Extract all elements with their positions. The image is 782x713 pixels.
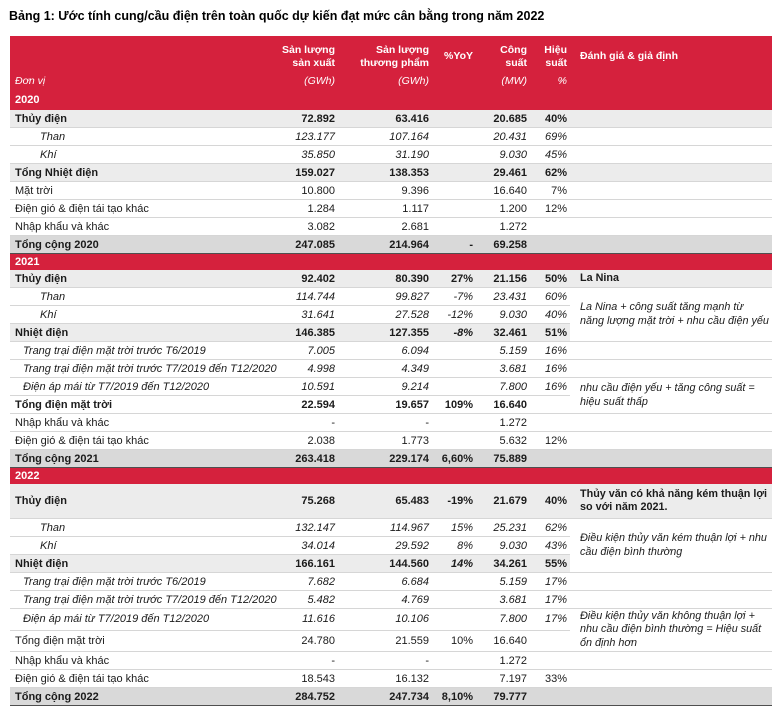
cell-label: Tổng Nhiệt điện [10, 164, 246, 182]
cell-efficiency: 40% [530, 484, 570, 519]
cell-efficiency [530, 396, 570, 414]
cell-yoy [432, 670, 476, 688]
cell-capacity: 29.461 [476, 164, 530, 182]
table-row [10, 573, 772, 591]
cell-capacity: 79.777 [476, 688, 530, 706]
cell-production: - [246, 414, 338, 432]
table-row [10, 342, 772, 360]
cell-yoy [432, 432, 476, 450]
column-unit: % [530, 74, 570, 91]
year-band-label: 2021 [10, 254, 772, 271]
cell-efficiency [530, 450, 570, 468]
cell-efficiency [530, 414, 570, 432]
cell-efficiency: 12% [530, 432, 570, 450]
table-row [10, 432, 772, 450]
table-row [10, 378, 772, 396]
cell-note [570, 652, 772, 670]
cell-capacity: 7.800 [476, 378, 530, 396]
cell-yoy [432, 573, 476, 591]
cell-efficiency: 33% [530, 670, 570, 688]
cell-note [570, 591, 772, 609]
table-body [10, 110, 772, 706]
cell-production: 123.177 [246, 128, 338, 146]
column-header-line: Đánh giá & giả định [580, 50, 679, 63]
cell-capacity: 23.431 [476, 288, 530, 306]
cell-production: 34.014 [246, 537, 338, 555]
year-label: 2020 [10, 91, 772, 110]
table-row [10, 360, 772, 378]
cell-yoy: -7% [432, 288, 476, 306]
cell-capacity: 16.640 [476, 396, 530, 414]
cell-commercial: 19.657 [338, 396, 432, 414]
cell-commercial: 9.396 [338, 182, 432, 200]
cell-note: Điều kiện thủy văn không thuận lợi + nhu cầu điện bình thường = Hiệu suất ổn định hơn [570, 609, 772, 652]
cell-commercial: 6.094 [338, 342, 432, 360]
cell-production: 72.892 [246, 110, 338, 128]
cell-production: 3.082 [246, 218, 338, 236]
column-header [476, 36, 530, 74]
column-header-line: Sản lượng [376, 43, 429, 56]
cell-production: 5.482 [246, 591, 338, 609]
cell-yoy: 14% [432, 555, 476, 573]
cell-note: La Nina + công suất tăng mạnh từ năng lượng mặt trời + nhu cầu điện yếu [570, 288, 772, 342]
cell-capacity: 9.030 [476, 537, 530, 555]
cell-yoy [432, 652, 476, 670]
cell-commercial: 21.559 [338, 630, 432, 652]
cell-yoy [432, 414, 476, 432]
table-header [10, 36, 772, 110]
cell-yoy [432, 200, 476, 218]
cell-production: 35.850 [246, 146, 338, 164]
column-header [570, 36, 772, 74]
cell-production: 31.641 [246, 306, 338, 324]
cell-commercial: - [338, 414, 432, 432]
cell-efficiency: 12% [530, 200, 570, 218]
cell-commercial: 65.483 [338, 484, 432, 519]
cell-commercial: 6.684 [338, 573, 432, 591]
cell-production: 159.027 [246, 164, 338, 182]
cell-label: Nhập khẩu và khác [10, 652, 246, 670]
cell-label: Điện áp mái từ T7/2019 đến T12/2020 [10, 609, 246, 631]
cell-commercial: 4.769 [338, 591, 432, 609]
cell-yoy [432, 164, 476, 182]
cell-efficiency: 45% [530, 146, 570, 164]
cell-capacity: 1.200 [476, 200, 530, 218]
cell-note: Thủy văn có khả năng kém thuận lợi so với năm 2021. [570, 484, 772, 519]
table-row [10, 146, 772, 164]
cell-commercial: 27.528 [338, 306, 432, 324]
cell-yoy [432, 218, 476, 236]
cell-commercial: 138.353 [338, 164, 432, 182]
table-row [10, 164, 772, 182]
cell-capacity: 9.030 [476, 146, 530, 164]
year-band-row [10, 254, 772, 271]
cell-note: La Nina [570, 270, 772, 288]
cell-note [570, 236, 772, 254]
cell-efficiency [530, 630, 570, 652]
cell-efficiency: 51% [530, 324, 570, 342]
cell-efficiency [530, 652, 570, 670]
cell-yoy: -19% [432, 484, 476, 519]
cell-yoy: - [432, 236, 476, 254]
header-units-row [10, 74, 772, 91]
cell-capacity: 7.800 [476, 609, 530, 631]
cell-efficiency [530, 218, 570, 236]
cell-capacity: 25.231 [476, 519, 530, 537]
cell-yoy [432, 609, 476, 631]
cell-production: 247.085 [246, 236, 338, 254]
cell-label: Khí [10, 306, 246, 324]
cell-capacity: 69.258 [476, 236, 530, 254]
cell-note [570, 688, 772, 706]
cell-commercial: 107.164 [338, 128, 432, 146]
column-header-line: Sản lượng [282, 43, 335, 56]
cell-label: Tổng cộng 2022 [10, 688, 246, 706]
cell-label: Thủy điện [10, 484, 246, 519]
cell-capacity: 3.681 [476, 360, 530, 378]
column-header [246, 36, 338, 74]
cell-label: Tổng cộng 2021 [10, 450, 246, 468]
cell-production: 146.385 [246, 324, 338, 342]
cell-label: Nhiệt điện [10, 555, 246, 573]
cell-production: 11.616 [246, 609, 338, 631]
cell-label: Khí [10, 537, 246, 555]
cell-label: Tổng điện mặt trời [10, 396, 246, 414]
cell-yoy [432, 378, 476, 396]
cell-efficiency: 40% [530, 110, 570, 128]
cell-note [570, 164, 772, 182]
cell-yoy: 10% [432, 630, 476, 652]
cell-production: - [246, 652, 338, 670]
cell-capacity: 3.681 [476, 591, 530, 609]
cell-capacity: 32.461 [476, 324, 530, 342]
cell-commercial: 2.681 [338, 218, 432, 236]
cell-efficiency: 55% [530, 555, 570, 573]
cell-label: Thủy điện [10, 270, 246, 288]
cell-efficiency: 69% [530, 128, 570, 146]
table-row [10, 200, 772, 218]
cell-note [570, 200, 772, 218]
cell-production: 24.780 [246, 630, 338, 652]
cell-note [570, 670, 772, 688]
cell-commercial: 9.214 [338, 378, 432, 396]
column-unit [570, 74, 772, 91]
column-unit: (GWh) [246, 74, 338, 91]
total-row [10, 450, 772, 468]
cell-label: Nhập khẩu và khác [10, 414, 246, 432]
cell-production: 166.161 [246, 555, 338, 573]
cell-capacity: 21.679 [476, 484, 530, 519]
cell-yoy: -12% [432, 306, 476, 324]
cell-production: 92.402 [246, 270, 338, 288]
column-header [530, 36, 570, 74]
column-header-spacer [10, 36, 246, 74]
cell-efficiency: 17% [530, 591, 570, 609]
cell-yoy: 6,60% [432, 450, 476, 468]
unit-label: Đơn vị [10, 74, 246, 91]
cell-note [570, 573, 772, 591]
cell-note [570, 414, 772, 432]
cell-yoy: -8% [432, 324, 476, 342]
cell-note [570, 128, 772, 146]
cell-yoy [432, 146, 476, 164]
cell-commercial: 114.967 [338, 519, 432, 537]
table-row [10, 484, 772, 519]
cell-note [570, 450, 772, 468]
cell-yoy [432, 182, 476, 200]
cell-commercial: 247.734 [338, 688, 432, 706]
supply-demand-table [10, 36, 772, 706]
cell-production: 22.594 [246, 396, 338, 414]
cell-label: Nhiệt điện [10, 324, 246, 342]
cell-yoy [432, 591, 476, 609]
cell-yoy: 15% [432, 519, 476, 537]
table-row [10, 652, 772, 670]
cell-capacity: 5.632 [476, 432, 530, 450]
cell-yoy: 109% [432, 396, 476, 414]
cell-note [570, 110, 772, 128]
cell-label: Trang trại điện mặt trời trước T6/2019 [10, 573, 246, 591]
cell-efficiency: 16% [530, 342, 570, 360]
cell-note: nhu cầu điện yếu + tăng công suất = hiệu suất thấp [570, 378, 772, 414]
cell-efficiency [530, 688, 570, 706]
cell-label: Than [10, 519, 246, 537]
cell-efficiency: 43% [530, 537, 570, 555]
cell-commercial: 10.106 [338, 609, 432, 631]
cell-commercial: 4.349 [338, 360, 432, 378]
cell-yoy [432, 128, 476, 146]
cell-note [570, 218, 772, 236]
cell-label: Khí [10, 146, 246, 164]
cell-note [570, 360, 772, 378]
cell-efficiency: 62% [530, 519, 570, 537]
cell-capacity: 16.640 [476, 182, 530, 200]
cell-capacity: 1.272 [476, 414, 530, 432]
column-unit: (MW) [476, 74, 530, 91]
cell-yoy: 8,10% [432, 688, 476, 706]
cell-commercial: 1.773 [338, 432, 432, 450]
table-row [10, 182, 772, 200]
cell-production: 132.147 [246, 519, 338, 537]
cell-capacity: 20.431 [476, 128, 530, 146]
cell-note [570, 182, 772, 200]
table-row [10, 591, 772, 609]
column-header-line: suất [505, 57, 527, 69]
cell-production: 7.682 [246, 573, 338, 591]
cell-note [570, 432, 772, 450]
cell-production: 1.284 [246, 200, 338, 218]
total-row [10, 236, 772, 254]
cell-capacity: 34.261 [476, 555, 530, 573]
cell-commercial: 31.190 [338, 146, 432, 164]
column-header-line: Hiệu [544, 43, 567, 56]
header-year-row [10, 91, 772, 110]
cell-production: 18.543 [246, 670, 338, 688]
table-row [10, 218, 772, 236]
cell-efficiency: 17% [530, 573, 570, 591]
cell-capacity: 5.159 [476, 573, 530, 591]
cell-commercial: 229.174 [338, 450, 432, 468]
column-header-line: sản xuất [292, 57, 335, 69]
table-row [10, 270, 772, 288]
header-names-row [10, 36, 772, 74]
table-row [10, 519, 772, 537]
cell-efficiency [530, 236, 570, 254]
cell-commercial: 16.132 [338, 670, 432, 688]
cell-label: Trang trại điện mặt trời trước T7/2019 đến T12/2020 [10, 360, 246, 378]
table-row [10, 609, 772, 631]
cell-label: Than [10, 128, 246, 146]
cell-efficiency: 16% [530, 378, 570, 396]
cell-production: 284.752 [246, 688, 338, 706]
cell-label: Mặt trời [10, 182, 246, 200]
cell-efficiency: 60% [530, 288, 570, 306]
column-header-line: Công [500, 43, 527, 56]
cell-commercial: - [338, 652, 432, 670]
cell-yoy [432, 110, 476, 128]
cell-capacity: 75.889 [476, 450, 530, 468]
cell-capacity: 1.272 [476, 652, 530, 670]
cell-efficiency: 16% [530, 360, 570, 378]
cell-label: Trang trại điện mặt trời trước T6/2019 [10, 342, 246, 360]
cell-capacity: 21.156 [476, 270, 530, 288]
column-header [432, 36, 476, 74]
cell-capacity: 20.685 [476, 110, 530, 128]
cell-production: 263.418 [246, 450, 338, 468]
cell-commercial: 127.355 [338, 324, 432, 342]
column-header-line: thương phẩm [360, 57, 429, 69]
cell-commercial: 1.117 [338, 200, 432, 218]
cell-label: Tổng cộng 2020 [10, 236, 246, 254]
column-header-line: %YoY [444, 50, 473, 63]
year-band-label: 2022 [10, 468, 772, 485]
cell-production: 2.038 [246, 432, 338, 450]
cell-commercial: 63.416 [338, 110, 432, 128]
cell-commercial: 214.964 [338, 236, 432, 254]
cell-yoy [432, 360, 476, 378]
cell-capacity: 1.272 [476, 218, 530, 236]
cell-efficiency: 7% [530, 182, 570, 200]
cell-label: Nhập khẩu và khác [10, 218, 246, 236]
cell-capacity: 5.159 [476, 342, 530, 360]
table-row [10, 670, 772, 688]
cell-efficiency: 40% [530, 306, 570, 324]
cell-yoy: 27% [432, 270, 476, 288]
total-row [10, 688, 772, 706]
table-row [10, 128, 772, 146]
cell-label: Than [10, 288, 246, 306]
cell-efficiency: 50% [530, 270, 570, 288]
cell-commercial: 29.592 [338, 537, 432, 555]
cell-capacity: 9.030 [476, 306, 530, 324]
cell-yoy [432, 342, 476, 360]
table-row [10, 414, 772, 432]
cell-note [570, 146, 772, 164]
cell-production: 7.005 [246, 342, 338, 360]
cell-production: 10.800 [246, 182, 338, 200]
column-header-line: suất [545, 57, 567, 69]
cell-yoy: 8% [432, 537, 476, 555]
cell-production: 4.998 [246, 360, 338, 378]
cell-note: Điều kiện thủy văn kém thuận lợi + nhu cầu điện bình thường [570, 519, 772, 573]
cell-label: Tổng điện mặt trời [10, 630, 246, 652]
cell-production: 10.591 [246, 378, 338, 396]
year-band-row [10, 468, 772, 485]
cell-commercial: 144.560 [338, 555, 432, 573]
cell-label: Trang trại điện mặt trời trước T7/2019 đến T12/2020 [10, 591, 246, 609]
cell-production: 75.268 [246, 484, 338, 519]
table-row [10, 110, 772, 128]
cell-capacity: 7.197 [476, 670, 530, 688]
cell-label: Điện gió & điện tái tạo khác [10, 670, 246, 688]
column-unit [432, 74, 476, 91]
column-header [338, 36, 432, 74]
cell-capacity: 16.640 [476, 630, 530, 652]
cell-efficiency: 17% [530, 609, 570, 631]
cell-label: Điện gió & điện tái tạo khác [10, 200, 246, 218]
table-row [10, 288, 772, 306]
cell-label: Điện áp mái từ T7/2019 đến T12/2020 [10, 378, 246, 396]
cell-commercial: 99.827 [338, 288, 432, 306]
cell-production: 114.744 [246, 288, 338, 306]
cell-note [570, 342, 772, 360]
cell-label: Thủy điện [10, 110, 246, 128]
cell-label: Điện gió & điện tái tạo khác [10, 432, 246, 450]
cell-commercial: 80.390 [338, 270, 432, 288]
page-title: Bảng 1: Ước tính cung/cầu điện trên toàn quốc dự kiến đạt mức cân bằng trong năm 2022 [9, 9, 545, 23]
column-unit: (GWh) [338, 74, 432, 91]
cell-efficiency: 62% [530, 164, 570, 182]
